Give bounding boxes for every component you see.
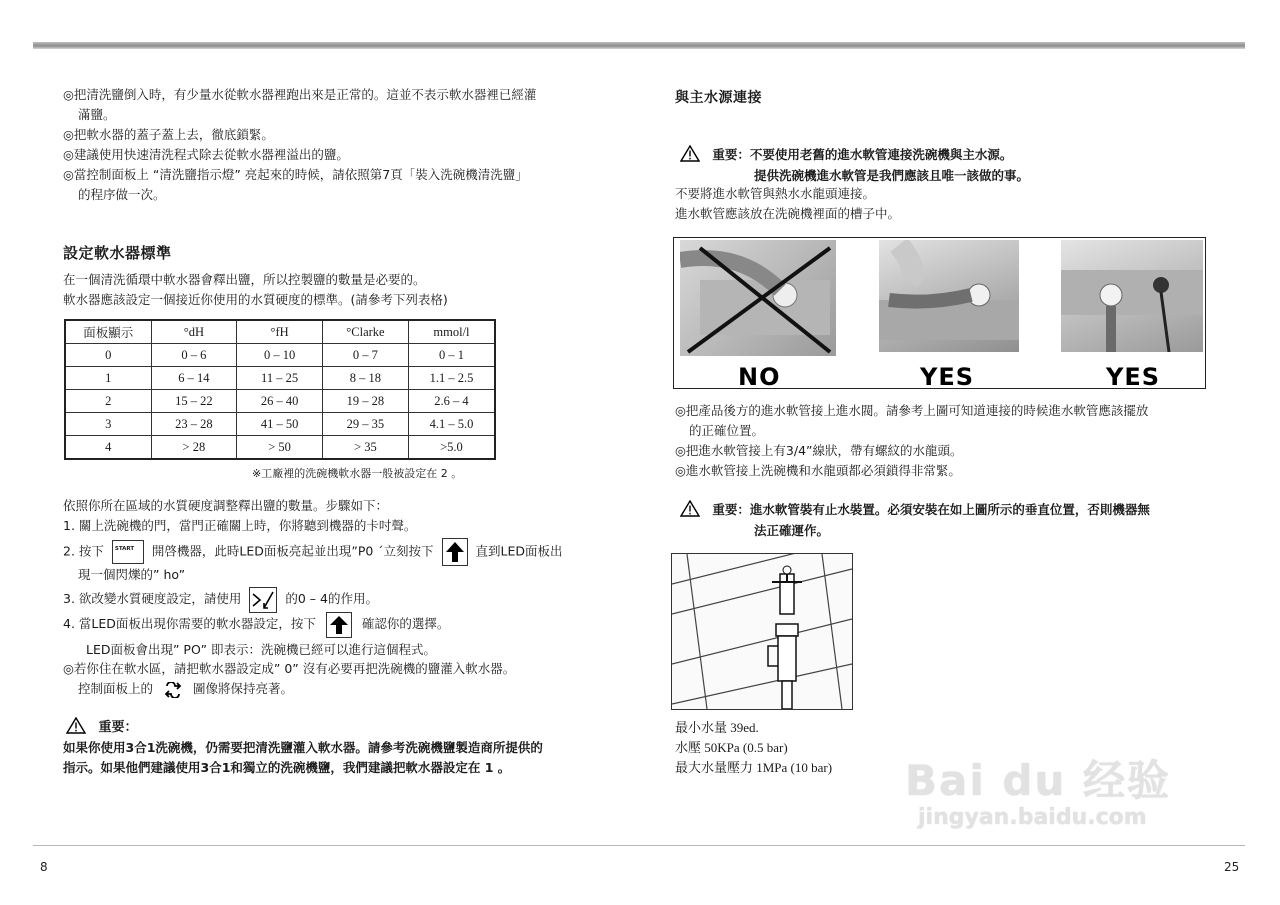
important-line: 如果你使用3合1洗碗機，仍需要把清洗鹽灌入軟水器。請參考洗碗機鹽製造商所提供的 — [63, 740, 543, 755]
photo-label-yes: YES — [920, 363, 975, 391]
step-4-cont: LED面板會出現” PO” 即表示：洗碗機已經可以進行這個程式。 — [86, 642, 437, 657]
table-cell: 1 — [65, 367, 151, 390]
step-2-text: 開啓機器，此時LED面板亮起並出現”P0 ˊ立刻按下 — [151, 543, 434, 559]
valve-diagram — [671, 553, 853, 710]
intro — [63, 270, 623, 310]
photo-no — [680, 240, 836, 356]
table-cell: 4 — [65, 436, 151, 460]
table-header: °dH — [151, 320, 237, 344]
table-row — [65, 344, 495, 367]
arrow-up-icon — [326, 612, 352, 638]
start-label: START — [114, 546, 135, 552]
step-1: 1. 關上洗碗機的門，當門正確關上時，你將聽到機器的卡吋聲。 — [63, 518, 417, 533]
soft-water-text: 圖像將保持亮著。 — [192, 681, 293, 696]
bullet-line: ◎把清洗鹽倒入時，有少量水從軟水器裡跑出來是正常的。這並不表示軟水器裡已經灌 — [63, 87, 537, 102]
right-bullet: ◎把產品後方的進水軟管接上進水閥。請參考上圖可知道連接的時候進水軟管應該擺放 — [675, 403, 1149, 418]
table-cell: 0 – 6 — [151, 344, 237, 367]
specs — [675, 718, 935, 778]
important-1-line: 重要：不要使用老舊的進水軟管連接洗碗機與主水源。 — [712, 147, 1013, 162]
watermark-url: jingyan.baidu.com — [918, 805, 1147, 830]
table-cell: 8 – 18 — [322, 367, 408, 390]
soft-water-text: 控制面板上的 — [78, 681, 154, 696]
table-header: mmol/l — [408, 320, 495, 344]
step-2 — [63, 538, 563, 566]
step-3-text: 的0 – 4的作用。 — [285, 591, 378, 606]
arrow-up-icon — [442, 538, 468, 566]
table-cell: 29 – 35 — [322, 413, 408, 436]
step-3-text: 3. 欲改變水質硬度設定，請使用 — [63, 591, 242, 606]
table-row — [65, 413, 495, 436]
right-bullets — [675, 401, 1215, 481]
right-title: 與主水源連接 — [675, 90, 762, 106]
hardness-table — [64, 319, 496, 460]
spec-line: 水壓 50KPa (0.5 bar) — [675, 740, 788, 755]
steps-intro: 依照你所在區域的水質硬度調整釋出鹽的數量。步驟如下： — [63, 498, 389, 513]
bullet-line: ◎把軟水器的蓋子蓋上去，徹底鎖緊。 — [63, 127, 274, 142]
table-cell: 11 – 25 — [237, 367, 323, 390]
step-4 — [63, 611, 449, 638]
salt-indicator-icon — [163, 682, 183, 698]
table-cell: 6 – 14 — [151, 367, 237, 390]
photo-label-no: NO — [738, 363, 781, 391]
warning-icon — [680, 500, 700, 517]
connection-photos — [673, 237, 1206, 389]
page-number-left: 8 — [40, 860, 48, 874]
important-1-line: 提供洗碗機進水軟管是我們應該且唯一該做的事。 — [754, 168, 1030, 183]
bottom-rule — [33, 845, 1245, 846]
table-cell: 4.1 – 5.0 — [408, 413, 495, 436]
important-text — [63, 738, 623, 778]
table-cell: 0 – 1 — [408, 344, 495, 367]
table-cell: 26 – 40 — [237, 390, 323, 413]
intro-line: 在一個清洗循環中軟水器會釋出鹽，所以控製鹽的數量是必要的。 — [63, 272, 426, 287]
important-heading — [66, 716, 138, 735]
table-cell: 23 – 28 — [151, 413, 237, 436]
bullet-line: 滿鹽。 — [78, 107, 116, 122]
step-2-text: 直到LED面板出 — [475, 543, 563, 559]
photo-label-yes: YES — [1106, 363, 1161, 391]
select-arrows-icon — [249, 587, 277, 613]
table-cell: >5.0 — [408, 436, 495, 460]
bullet-line: ◎當控制面板上 “清洗鹽指示燈” 亮起來的時候，請依照第7頁「裝入洗碗機清洗鹽」 — [63, 167, 528, 182]
important-2 — [680, 500, 1150, 520]
table-header: 面板顯示 — [65, 320, 151, 344]
top-rule — [33, 42, 1245, 49]
important-2-line: 重要：進水軟管裝有止水裝置。必須安裝在如上圖所示的垂直位置，否則機器無 — [712, 502, 1150, 517]
hose-line: 不要將進水軟管與熱水水龍頭連接。 — [675, 186, 876, 201]
table-cell: 41 – 50 — [237, 413, 323, 436]
table-cell: > 28 — [151, 436, 237, 460]
right-bullet: ◎進水軟管接上洗碗機和水龍頭都必須鎖得非常緊。 — [675, 463, 961, 478]
important-1 — [680, 145, 1012, 165]
table-cell: 0 — [65, 344, 151, 367]
step-2-text: 2. 按下 — [63, 543, 104, 559]
bullet-line: ◎建議使用快速清洗程式除去從軟水器裡溢出的鹽。 — [63, 147, 349, 162]
table-row — [65, 436, 495, 460]
spec-line: 最大水量壓力 1MPa (10 bar) — [675, 760, 833, 775]
intro-line: 軟水器應該設定一個接近你使用的水質硬度的標準。(請參考下列表格) — [63, 292, 448, 307]
spec-line: 最小水量 39ed. — [675, 720, 759, 735]
important-line: 指示。如果他們建議使用3合1和獨立的洗碗機鹽，我們建議把軟水器設定在 1 。 — [63, 760, 511, 775]
table-cell: > 35 — [322, 436, 408, 460]
table-cell: 19 – 28 — [322, 390, 408, 413]
left-page — [63, 85, 623, 205]
table-cell: 15 – 22 — [151, 390, 237, 413]
table-cell: 3 — [65, 413, 151, 436]
soft-water-note-2 — [78, 678, 293, 700]
hose-line: 進水軟管應該放在洗碗機裡面的槽子中。 — [675, 206, 901, 221]
table-row — [65, 367, 495, 390]
photo-yes-1 — [879, 240, 1019, 352]
step-3 — [63, 586, 378, 613]
important-2-line: 法正確運作。 — [754, 523, 830, 538]
step-4-text: 4. 當LED面板出現你需要的軟水器設定，按下 — [63, 616, 316, 631]
bullet-line: 的程序做一次。 — [78, 187, 166, 202]
watermark-logo: Bai du 经验 — [905, 756, 1171, 805]
table-note: ※工廠裡的洗碗機軟水器一般被設定在 2 。 — [252, 467, 463, 480]
soft-water-note: ◎若你住在軟水區，請把軟水器設定成” 0” 沒有必要再把洗碗機的鹽灌入軟水器。 — [63, 661, 516, 676]
right-bullet: ◎把進水軟管接上有3/4”線狀，帶有螺紋的水龍頭。 — [675, 443, 963, 458]
step-4-text: 確認你的選擇。 — [361, 616, 450, 631]
table-header: °Clarke — [322, 320, 408, 344]
photo-yes-2 — [1061, 240, 1203, 352]
important-label: 重要： — [98, 720, 138, 735]
page-number-right: 25 — [1224, 860, 1240, 874]
warning-icon — [680, 145, 700, 162]
step-2-cont: 現一個閃爍的” ho” — [78, 567, 186, 582]
table-header: °fH — [237, 320, 323, 344]
table-cell: 2 — [65, 390, 151, 413]
table-cell: 0 – 7 — [322, 344, 408, 367]
table-cell: 1.1 – 2.5 — [408, 367, 495, 390]
start-button — [112, 540, 144, 564]
section-title: 設定軟水器標準 — [63, 244, 172, 262]
table-cell: 2.6 – 4 — [408, 390, 495, 413]
right-bullet: 的正確位置。 — [689, 423, 765, 438]
table-header-row — [65, 320, 495, 344]
table-cell: 0 – 10 — [237, 344, 323, 367]
hose-para — [675, 184, 1215, 224]
table-cell: > 50 — [237, 436, 323, 460]
table-row — [65, 390, 495, 413]
warning-icon — [66, 717, 86, 734]
steps — [63, 496, 623, 536]
